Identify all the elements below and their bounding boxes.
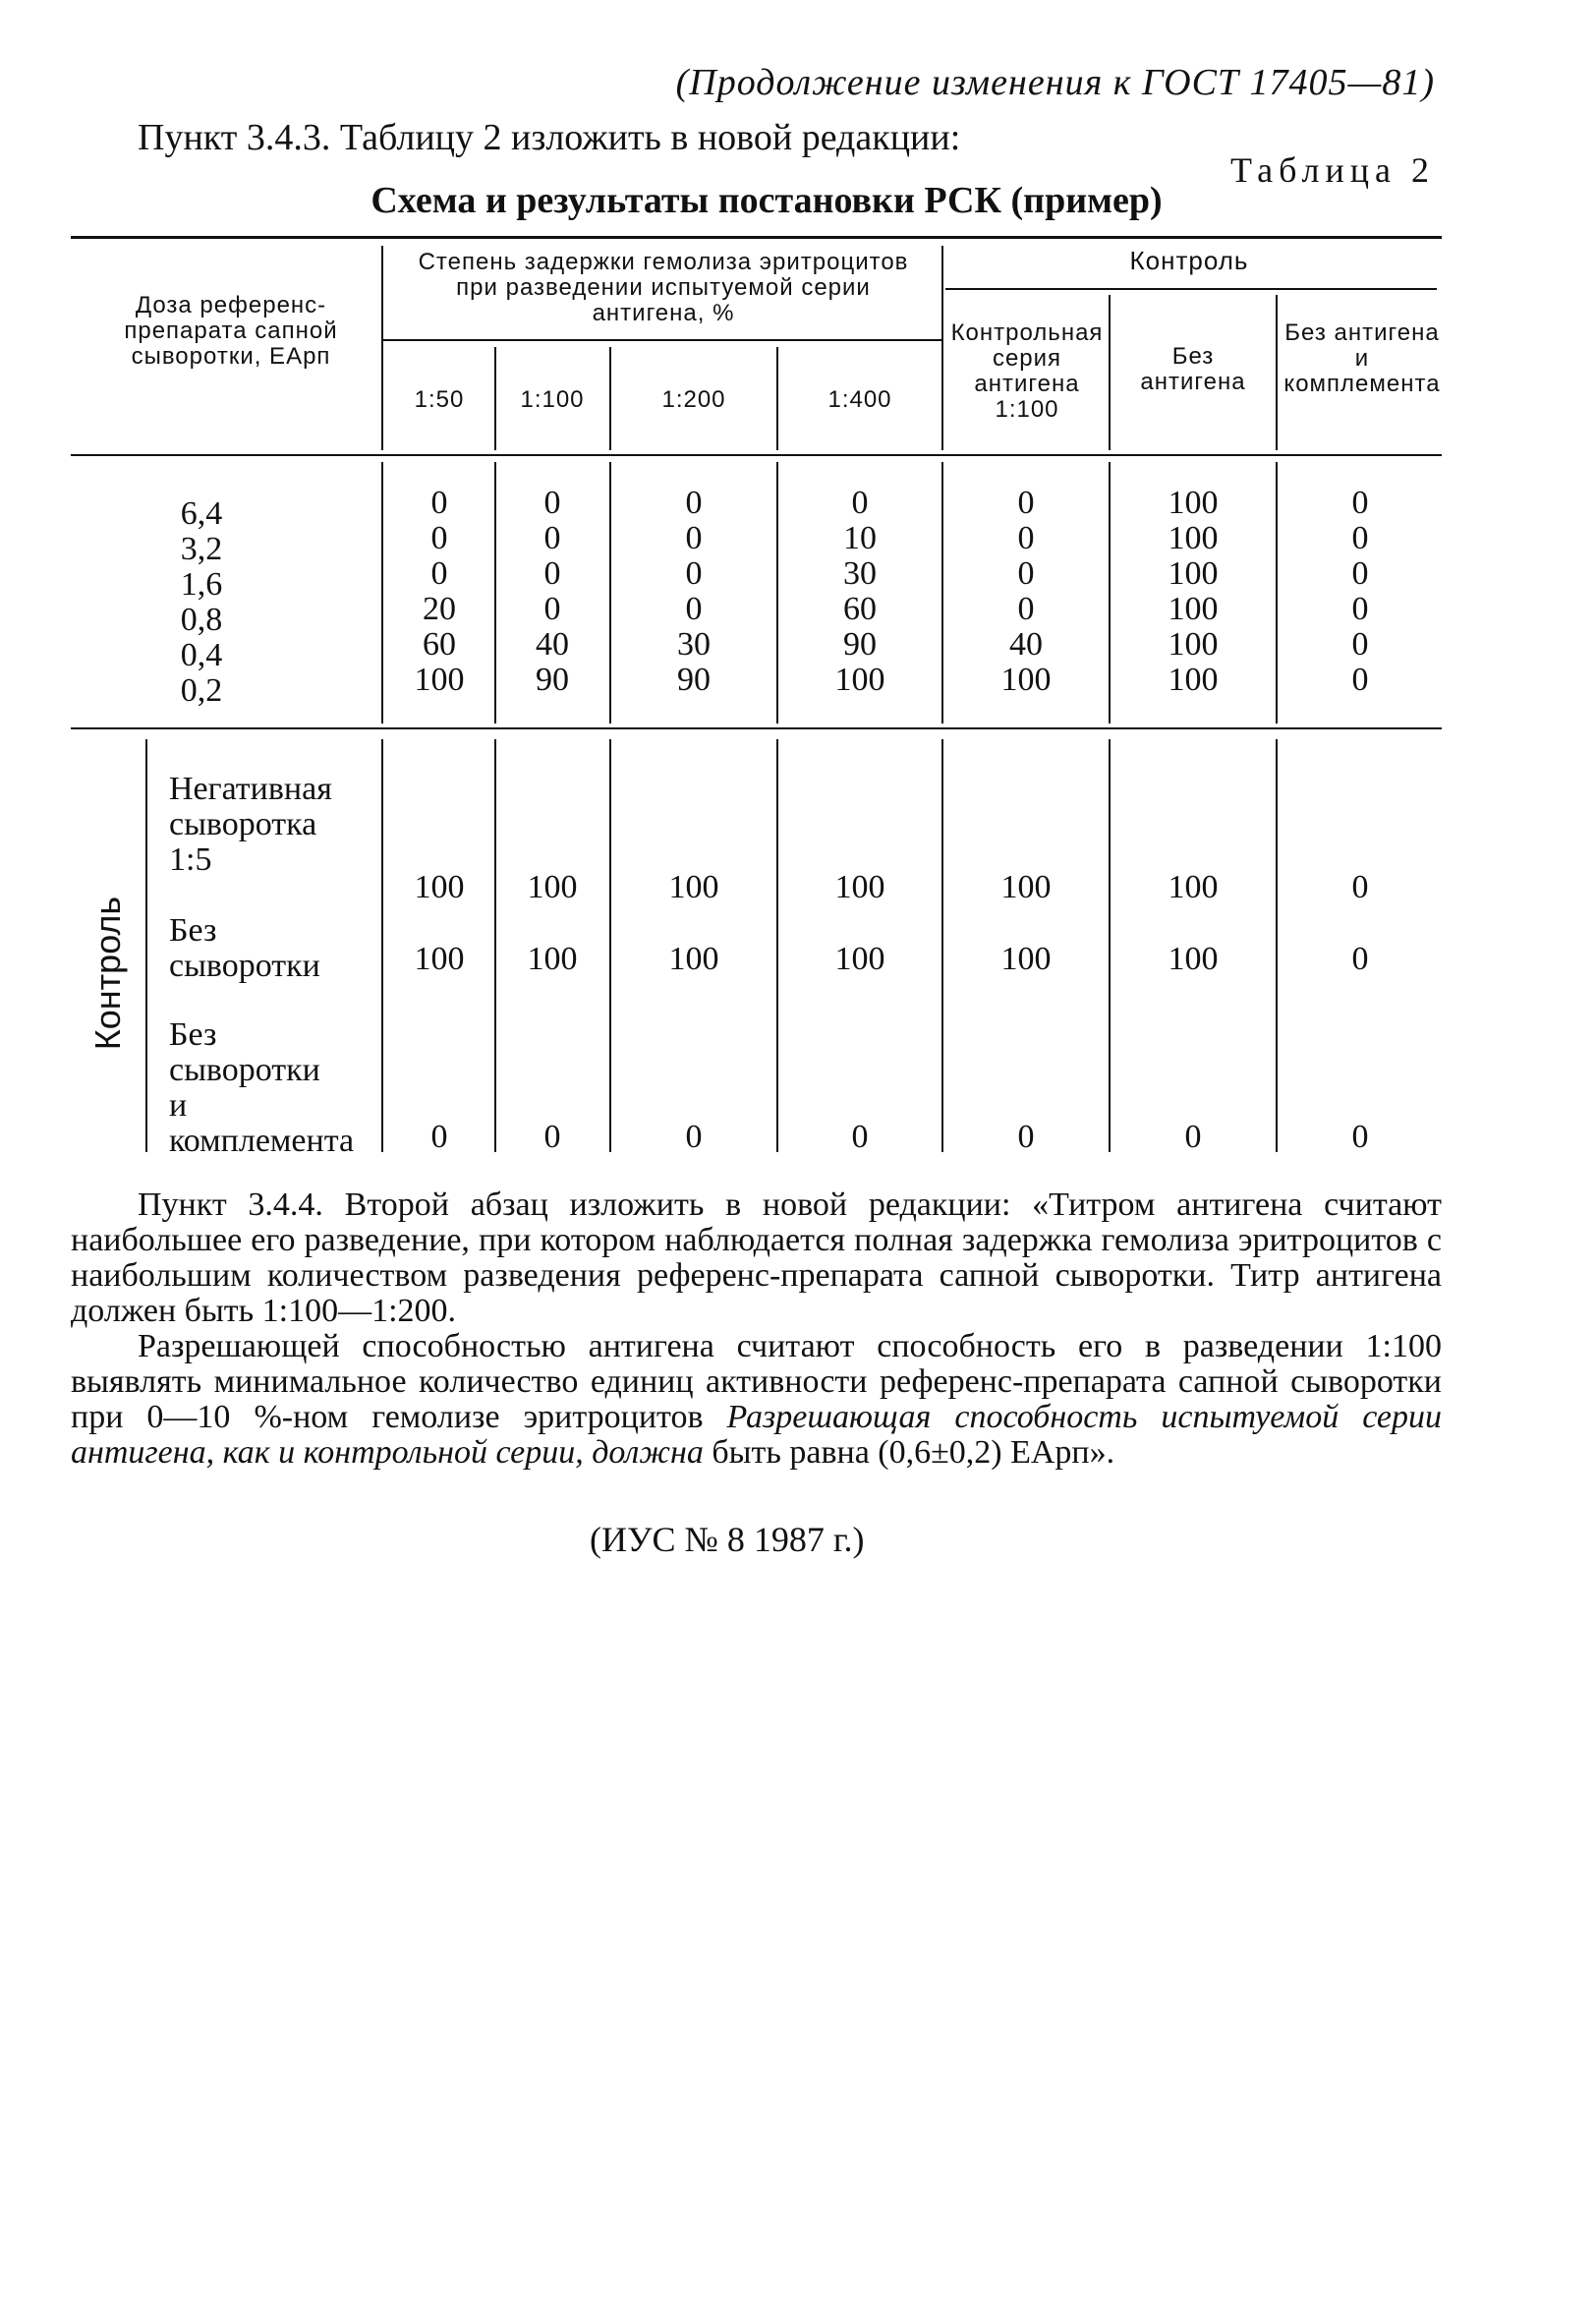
value-cell: 0 xyxy=(430,520,448,556)
vrule-body xyxy=(776,462,778,723)
value-cell: 0 xyxy=(543,591,561,627)
value-cell: 0 xyxy=(685,591,703,627)
table-label: Таблица 2 xyxy=(1230,150,1435,190)
control-row-label: Без сыворотки xyxy=(169,912,320,984)
vrule-control xyxy=(941,739,943,1152)
control-value-cell: 0 xyxy=(543,1119,561,1155)
no-antigen-header: Без антигена xyxy=(1140,343,1246,395)
dose-cell: 0,8 xyxy=(180,602,223,638)
vrule-body xyxy=(381,462,383,723)
control-row-label: Без сыворотки и комплемента xyxy=(169,1016,355,1159)
value-cell: 0 xyxy=(1017,591,1035,627)
value-cell: 40 xyxy=(536,626,569,663)
control-value-cell: 100 xyxy=(668,941,719,977)
value-cell: 0 xyxy=(1351,485,1369,521)
value-cell: 20 xyxy=(423,591,456,627)
dose-cell: 6,4 xyxy=(180,495,223,532)
value-cell: 100 xyxy=(414,662,465,698)
vrule-header xyxy=(494,347,496,450)
value-cell: 0 xyxy=(1351,555,1369,592)
vrule-body xyxy=(1109,462,1111,723)
vrule-control xyxy=(609,739,611,1152)
value-cell: 100 xyxy=(1168,626,1219,663)
value-cell: 30 xyxy=(843,555,877,592)
value-cell: 40 xyxy=(1009,626,1043,663)
value-cell: 0 xyxy=(685,485,703,521)
degree-header: Степень задержки гемолиза эритроцитов при разведении испытуемой серии антигена, % xyxy=(418,249,909,326)
value-cell: 30 xyxy=(677,626,711,663)
control-value-cell: 0 xyxy=(851,1119,869,1155)
control-value-cell: 0 xyxy=(430,1119,448,1155)
value-cell: 90 xyxy=(677,662,711,698)
vrule-body xyxy=(1276,462,1278,723)
vrule-header xyxy=(776,347,778,450)
value-cell: 60 xyxy=(843,591,877,627)
vrule-header xyxy=(941,246,943,450)
value-cell: 0 xyxy=(1351,626,1369,663)
control-value-cell: 100 xyxy=(1168,869,1219,905)
value-cell: 0 xyxy=(685,520,703,556)
value-cell: 0 xyxy=(851,485,869,521)
value-cell: 10 xyxy=(843,520,877,556)
dose-cell: 3,2 xyxy=(180,531,223,567)
control-side-label: Контроль xyxy=(87,896,128,1051)
resolving-text-c: быть равна (0,6±0,2) ЕАрп». xyxy=(712,1434,1115,1471)
vrule-control xyxy=(1109,739,1111,1152)
table-top-rule xyxy=(71,236,1442,239)
value-cell: 90 xyxy=(843,626,877,663)
dose-header: Доза референс-препарата сапной сыворотки, ЕАрп xyxy=(124,292,338,370)
vrule-control xyxy=(1276,739,1278,1152)
control-value-cell: 100 xyxy=(1168,941,1219,977)
dilution-header: 1:50 xyxy=(414,386,465,413)
no-antigen-complement-header: Без антигена и комплемента xyxy=(1283,319,1441,397)
vrule-header xyxy=(609,347,611,450)
value-cell: 100 xyxy=(1168,591,1219,627)
header-bottom-rule xyxy=(71,454,1442,456)
value-cell: 0 xyxy=(1351,520,1369,556)
publication-footer: (ИУС № 8 1987 г.) xyxy=(590,1520,865,1559)
body-bottom-rule xyxy=(71,727,1442,729)
vrule-body xyxy=(494,462,496,723)
control-value-cell: 0 xyxy=(1184,1119,1202,1155)
value-cell: 0 xyxy=(543,555,561,592)
value-cell: 0 xyxy=(1351,662,1369,698)
value-cell: 0 xyxy=(543,485,561,521)
intro-paragraph: Пункт 3.4.3. Таблицу 2 изложить в новой редакции: xyxy=(138,117,961,158)
value-cell: 100 xyxy=(1168,662,1219,698)
value-cell: 90 xyxy=(536,662,569,698)
vrule-header xyxy=(381,246,383,450)
control-header: Контроль xyxy=(1129,246,1249,275)
value-cell: 100 xyxy=(1168,485,1219,521)
dose-cell: 0,4 xyxy=(180,637,223,673)
value-cell: 0 xyxy=(1017,485,1035,521)
value-cell: 100 xyxy=(1168,555,1219,592)
control-value-cell: 100 xyxy=(834,869,885,905)
control-value-cell: 0 xyxy=(1351,1119,1369,1155)
value-cell: 100 xyxy=(1168,520,1219,556)
value-cell: 0 xyxy=(1017,520,1035,556)
dose-cell: 0,2 xyxy=(180,672,223,709)
vrule-control xyxy=(381,739,383,1152)
value-cell: 0 xyxy=(685,555,703,592)
value-cell: 100 xyxy=(834,662,885,698)
value-cell: 0 xyxy=(430,485,448,521)
vrule-header xyxy=(1276,295,1278,450)
paragraph-3-4-4: Пункт 3.4.4. Второй абзац изложить в новой редакции: «Титром антигена считают наибольшее его разведение, при котором наблюдается полная задержка гемолиза эритроцитов с наибольшим количеством разведения референс-препарата сапной сыворотки. Титр антигена должен быть 1:100—1:200. xyxy=(71,1186,1442,1329)
resolving-text-b: Разрешающая способность испытуемой серии антигена, как и контрольной серии, должна xyxy=(71,1399,1442,1471)
control-value-cell: 0 xyxy=(1351,941,1369,977)
value-cell: 0 xyxy=(1017,555,1035,592)
vrule-header xyxy=(1109,295,1111,450)
control-value-cell: 100 xyxy=(414,941,465,977)
vrule-body xyxy=(941,462,943,723)
value-cell: 100 xyxy=(1000,662,1052,698)
control-value-cell: 100 xyxy=(414,869,465,905)
control-value-cell: 100 xyxy=(527,869,578,905)
control-row-label: Негативная сыворотка 1:5 xyxy=(169,771,332,878)
dilution-header: 1:100 xyxy=(520,386,585,413)
vrule-control xyxy=(494,739,496,1152)
vrule-body xyxy=(609,462,611,723)
dilution-header: 1:400 xyxy=(827,386,892,413)
dose-cell: 1,6 xyxy=(180,566,223,603)
resolving-text-a: Разрешающей способностью антигена считают способность его в разведении 1:100 выявлять минимальное количество единиц активности референс-препарата сапной сыворотки при 0—10 %-ном гемолизе эритроцитов xyxy=(71,1328,1442,1435)
control-series-header: Контрольная серия антигена 1:100 xyxy=(950,319,1104,423)
control-value-cell: 100 xyxy=(1000,941,1052,977)
control-subheader-rule xyxy=(945,288,1437,290)
degree-subheader-rule xyxy=(381,339,941,341)
control-value-cell: 100 xyxy=(668,869,719,905)
control-value-cell: 100 xyxy=(527,941,578,977)
control-value-cell: 0 xyxy=(1017,1119,1035,1155)
value-cell: 0 xyxy=(1351,591,1369,627)
control-value-cell: 100 xyxy=(1000,869,1052,905)
control-value-cell: 0 xyxy=(1351,869,1369,905)
continuation-header: (Продолжение изменения к ГОСТ 17405—81) xyxy=(675,62,1435,103)
dilution-header: 1:200 xyxy=(661,386,726,413)
control-value-cell: 0 xyxy=(685,1119,703,1155)
vrule-control xyxy=(776,739,778,1152)
value-cell: 0 xyxy=(543,520,561,556)
value-cell: 0 xyxy=(430,555,448,592)
control-value-cell: 100 xyxy=(834,941,885,977)
value-cell: 60 xyxy=(423,626,456,663)
paragraph-resolving-power xyxy=(71,1329,1442,1471)
table-title: Схема и результаты постановки РСК (пример) xyxy=(370,180,1163,221)
